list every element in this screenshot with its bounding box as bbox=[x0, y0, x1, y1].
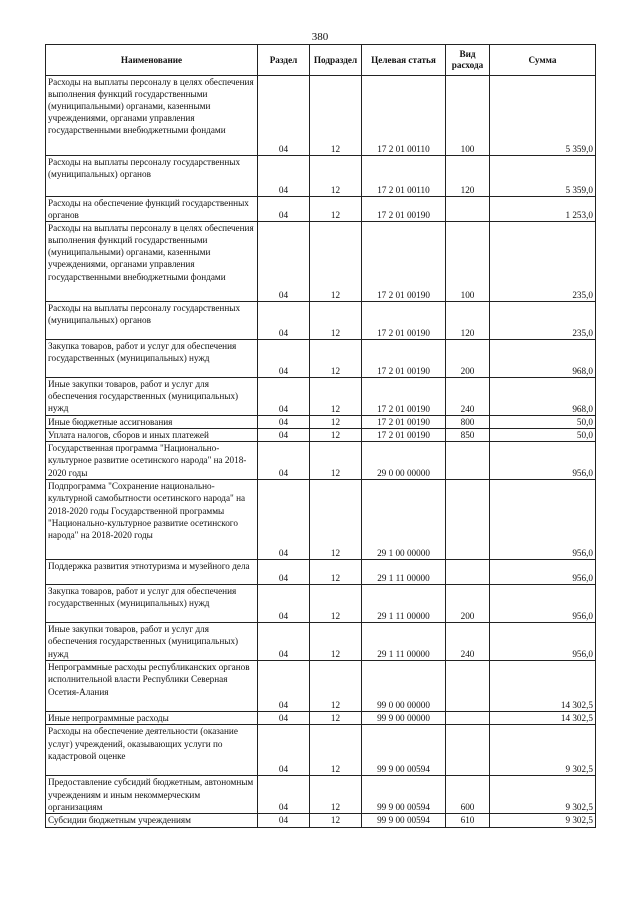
row-name: Уплата налогов, сборов и иных платежей bbox=[46, 429, 258, 442]
row-podrazdel: 12 bbox=[310, 623, 362, 661]
row-razdel: 04 bbox=[258, 814, 310, 827]
row-podrazdel: 12 bbox=[310, 378, 362, 416]
row-name: Предоставление субсидий бюджетным, автономным учреждениям и иным некоммерческим организациям bbox=[46, 776, 258, 814]
row-razdel: 04 bbox=[258, 623, 310, 661]
row-vid bbox=[446, 661, 490, 712]
row-vid bbox=[446, 197, 490, 222]
row-sum: 235,0 bbox=[490, 222, 596, 302]
row-name: Расходы на выплаты персоналу в целях обеспечения выполнения функций государственными (муниципальными) органами, казенными учреждениями, органами управления государственными внебюджетными фондами bbox=[46, 76, 258, 156]
row-razdel: 04 bbox=[258, 378, 310, 416]
row-podrazdel: 12 bbox=[310, 480, 362, 560]
row-name: Расходы на выплаты персоналу государственных (муниципальных) органов bbox=[46, 302, 258, 340]
row-vid bbox=[446, 480, 490, 560]
row-target: 99 0 00 00000 bbox=[362, 661, 446, 712]
row-podrazdel: 12 bbox=[310, 340, 362, 378]
row-razdel: 04 bbox=[258, 340, 310, 378]
row-razdel: 04 bbox=[258, 661, 310, 712]
table-row bbox=[46, 378, 596, 416]
row-sum: 968,0 bbox=[490, 378, 596, 416]
table-row bbox=[46, 302, 596, 340]
table-row bbox=[46, 429, 596, 442]
row-target: 17 2 01 00190 bbox=[362, 416, 446, 429]
table-row bbox=[46, 725, 596, 776]
row-razdel: 04 bbox=[258, 480, 310, 560]
table-row bbox=[46, 416, 596, 429]
table-row bbox=[46, 156, 596, 197]
row-podrazdel: 12 bbox=[310, 725, 362, 776]
row-vid: 100 bbox=[446, 222, 490, 302]
row-target: 17 2 01 00190 bbox=[362, 340, 446, 378]
table-body bbox=[46, 76, 596, 828]
row-name: Иные закупки товаров, работ и услуг для обеспечения государственных (муниципальных) нужд bbox=[46, 623, 258, 661]
row-sum: 968,0 bbox=[490, 340, 596, 378]
row-sum: 9 302,5 bbox=[490, 776, 596, 814]
row-podrazdel: 12 bbox=[310, 416, 362, 429]
row-podrazdel: 12 bbox=[310, 302, 362, 340]
row-podrazdel: 12 bbox=[310, 776, 362, 814]
table-row bbox=[46, 197, 596, 222]
row-target: 17 2 01 00190 bbox=[362, 429, 446, 442]
table-row bbox=[46, 76, 596, 156]
row-target: 29 1 11 00000 bbox=[362, 623, 446, 661]
row-sum: 14 302,5 bbox=[490, 712, 596, 725]
row-name: Расходы на выплаты персоналу государственных (муниципальных) органов bbox=[46, 156, 258, 197]
row-razdel: 04 bbox=[258, 560, 310, 585]
row-name: Закупка товаров, работ и услуг для обеспечения государственных (муниципальных) нужд bbox=[46, 340, 258, 378]
row-target: 29 1 11 00000 bbox=[362, 560, 446, 585]
row-podrazdel: 12 bbox=[310, 156, 362, 197]
table-row bbox=[46, 560, 596, 585]
row-podrazdel: 12 bbox=[310, 222, 362, 302]
table-row bbox=[46, 340, 596, 378]
row-sum: 14 302,5 bbox=[490, 661, 596, 712]
row-razdel: 04 bbox=[258, 712, 310, 725]
header-target: Целевая статья bbox=[362, 45, 446, 76]
header-name: Наименование bbox=[46, 45, 258, 76]
row-sum: 235,0 bbox=[490, 302, 596, 340]
row-sum: 50,0 bbox=[490, 429, 596, 442]
row-sum: 5 359,0 bbox=[490, 156, 596, 197]
row-razdel: 04 bbox=[258, 302, 310, 340]
row-name: Непрограммные расходы республиканских органов исполнительной власти Республики Северная Осетия-Алания bbox=[46, 661, 258, 712]
row-name: Иные бюджетные ассигнования bbox=[46, 416, 258, 429]
table-row bbox=[46, 585, 596, 623]
row-target: 17 2 01 00110 bbox=[362, 156, 446, 197]
row-vid: 240 bbox=[446, 623, 490, 661]
table-row bbox=[46, 776, 596, 814]
row-vid: 200 bbox=[446, 585, 490, 623]
row-vid: 800 bbox=[446, 416, 490, 429]
row-razdel: 04 bbox=[258, 76, 310, 156]
row-razdel: 04 bbox=[258, 156, 310, 197]
row-name: Подпрограмма "Сохранение национально-культурной самобытности осетинского народа" на 2018-2020 годы Государственной программы "Национально-культурное развитие осетинского народа" на 2018-2020 годы bbox=[46, 480, 258, 560]
row-target: 99 9 00 00000 bbox=[362, 712, 446, 725]
table-row bbox=[46, 623, 596, 661]
row-target: 99 9 00 00594 bbox=[362, 776, 446, 814]
row-razdel: 04 bbox=[258, 725, 310, 776]
row-vid bbox=[446, 442, 490, 480]
row-target: 17 2 01 00190 bbox=[362, 197, 446, 222]
row-podrazdel: 12 bbox=[310, 442, 362, 480]
row-name: Расходы на обеспечение деятельности (оказание услуг) учреждений, оказывающих услуги по кадастровой оценке bbox=[46, 725, 258, 776]
row-sum: 956,0 bbox=[490, 442, 596, 480]
header-razdel: Раздел bbox=[258, 45, 310, 76]
row-vid: 600 bbox=[446, 776, 490, 814]
row-name: Расходы на выплаты персоналу в целях обеспечения выполнения функций государственными (муниципальными) органами, казенными учреждениями, органами управления государственными внебюджетными фондами bbox=[46, 222, 258, 302]
row-target: 17 2 01 00190 bbox=[362, 302, 446, 340]
row-razdel: 04 bbox=[258, 416, 310, 429]
row-sum: 5 359,0 bbox=[490, 76, 596, 156]
row-sum: 9 302,5 bbox=[490, 725, 596, 776]
row-sum: 956,0 bbox=[490, 560, 596, 585]
row-target: 29 0 00 00000 bbox=[362, 442, 446, 480]
row-name: Иные непрограммные расходы bbox=[46, 712, 258, 725]
row-vid: 120 bbox=[446, 302, 490, 340]
row-razdel: 04 bbox=[258, 776, 310, 814]
row-target: 99 9 00 00594 bbox=[362, 814, 446, 827]
table-header-row bbox=[46, 45, 596, 76]
row-podrazdel: 12 bbox=[310, 814, 362, 827]
table-row bbox=[46, 814, 596, 827]
row-podrazdel: 12 bbox=[310, 76, 362, 156]
row-vid: 850 bbox=[446, 429, 490, 442]
row-vid: 100 bbox=[446, 76, 490, 156]
row-vid bbox=[446, 712, 490, 725]
row-podrazdel: 12 bbox=[310, 585, 362, 623]
table-row bbox=[46, 661, 596, 712]
row-name: Иные закупки товаров, работ и услуг для обеспечения государственных (муниципальных) нужд bbox=[46, 378, 258, 416]
row-razdel: 04 bbox=[258, 429, 310, 442]
row-target: 17 2 01 00190 bbox=[362, 378, 446, 416]
row-target: 17 2 01 00190 bbox=[362, 222, 446, 302]
row-razdel: 04 bbox=[258, 222, 310, 302]
table-row bbox=[46, 712, 596, 725]
row-target: 17 2 01 00110 bbox=[362, 76, 446, 156]
row-sum: 956,0 bbox=[490, 623, 596, 661]
row-podrazdel: 12 bbox=[310, 197, 362, 222]
row-name: Закупка товаров, работ и услуг для обеспечения государственных (муниципальных) нужд bbox=[46, 585, 258, 623]
row-vid: 240 bbox=[446, 378, 490, 416]
table-row bbox=[46, 442, 596, 480]
row-name: Расходы на обеспечение функций государственных органов bbox=[46, 197, 258, 222]
row-razdel: 04 bbox=[258, 442, 310, 480]
row-sum: 50,0 bbox=[490, 416, 596, 429]
row-podrazdel: 12 bbox=[310, 429, 362, 442]
table-row bbox=[46, 480, 596, 560]
table-row bbox=[46, 222, 596, 302]
header-vid: Вид расхода bbox=[446, 45, 490, 76]
header-podrazdel: Подраздел bbox=[310, 45, 362, 76]
row-sum: 9 302,5 bbox=[490, 814, 596, 827]
row-podrazdel: 12 bbox=[310, 661, 362, 712]
row-sum: 956,0 bbox=[490, 480, 596, 560]
row-target: 99 9 00 00594 bbox=[362, 725, 446, 776]
row-razdel: 04 bbox=[258, 197, 310, 222]
page-number: 380 bbox=[311, 31, 329, 43]
row-target: 29 1 11 00000 bbox=[362, 585, 446, 623]
row-razdel: 04 bbox=[258, 585, 310, 623]
row-vid: 610 bbox=[446, 814, 490, 827]
row-sum: 1 253,0 bbox=[490, 197, 596, 222]
row-vid bbox=[446, 560, 490, 585]
row-target: 29 1 00 00000 bbox=[362, 480, 446, 560]
row-name: Субсидии бюджетным учреждениям bbox=[46, 814, 258, 827]
row-podrazdel: 12 bbox=[310, 560, 362, 585]
row-vid: 200 bbox=[446, 340, 490, 378]
header-sum: Сумма bbox=[490, 45, 596, 76]
row-sum: 956,0 bbox=[490, 585, 596, 623]
row-podrazdel: 12 bbox=[310, 712, 362, 725]
row-vid: 120 bbox=[446, 156, 490, 197]
row-vid bbox=[446, 725, 490, 776]
budget-table bbox=[45, 44, 596, 828]
row-name: Государственная программа "Национально-культурное развитие осетинского народа" на 2018-2020 годы bbox=[46, 442, 258, 480]
row-name: Поддержка развития этнотуризма и музейного дела bbox=[46, 560, 258, 585]
